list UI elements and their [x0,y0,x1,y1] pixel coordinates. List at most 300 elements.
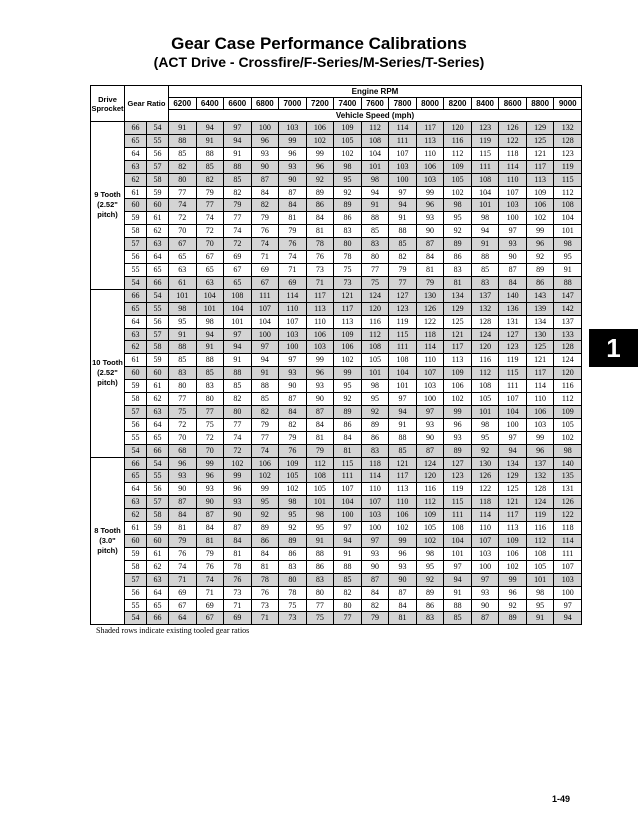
speed-cell: 76 [224,573,252,586]
speed-cell: 123 [471,122,499,135]
speed-cell: 121 [444,328,472,341]
gear-ratio-cell: 65 [125,470,147,483]
speed-cell: 63 [169,263,197,276]
speed-cell: 126 [554,496,582,509]
speed-cell: 90 [279,173,307,186]
speed-cell: 93 [169,470,197,483]
speed-cell: 81 [224,547,252,560]
speed-cell: 91 [389,212,417,225]
speed-cell: 92 [251,509,279,522]
table-row [91,483,582,496]
speed-cell: 99 [251,483,279,496]
gear-ratio-cell: 58 [125,393,147,406]
speed-cell: 93 [444,431,472,444]
speed-cell: 94 [361,186,389,199]
gear-ratio-cell: 65 [147,599,169,612]
rpm-header-cell: 7200 [306,98,334,110]
speed-cell: 79 [279,431,307,444]
speed-cell: 83 [471,276,499,289]
rpm-header-cell: 6200 [169,98,197,110]
speed-cell: 121 [334,289,362,302]
speed-cell: 82 [251,199,279,212]
gear-ratio-cell: 61 [125,354,147,367]
speed-cell: 90 [196,496,224,509]
rpm-header-cell: 7000 [279,98,307,110]
gear-ratio-cell: 60 [125,367,147,380]
speed-cell: 86 [526,276,554,289]
speed-cell: 106 [444,380,472,393]
speed-cell: 134 [444,289,472,302]
speed-cell: 85 [251,393,279,406]
speed-cell: 108 [471,380,499,393]
speed-cell: 95 [526,599,554,612]
table-row [91,186,582,199]
speed-cell: 87 [471,612,499,625]
speed-cell: 88 [196,147,224,160]
table-row [91,522,582,535]
speed-cell: 81 [169,522,197,535]
speed-cell: 83 [361,444,389,457]
speed-cell: 105 [471,393,499,406]
gear-ratio-cell: 55 [125,431,147,444]
speed-cell: 117 [499,509,527,522]
speed-cell: 107 [279,315,307,328]
speed-cell: 98 [196,315,224,328]
speed-cell: 74 [196,212,224,225]
calibration-table [90,85,582,625]
speed-cell: 114 [279,289,307,302]
speed-cell: 94 [334,535,362,548]
speed-cell: 90 [471,599,499,612]
speed-cell: 103 [279,328,307,341]
gear-ratio-cell: 66 [147,444,169,457]
speed-cell: 108 [444,522,472,535]
gear-ratio-cell: 66 [125,122,147,135]
speed-cell: 91 [251,367,279,380]
page-title: Gear Case Performance Calibrations [171,34,467,53]
speed-cell: 129 [526,122,554,135]
speed-cell: 86 [334,418,362,431]
speed-cell: 128 [471,315,499,328]
speed-cell: 107 [499,186,527,199]
gear-ratio-cell: 66 [125,289,147,302]
speed-cell: 113 [306,302,334,315]
speed-cell: 94 [224,341,252,354]
speed-cell: 85 [471,263,499,276]
gear-ratio-cell: 60 [147,199,169,212]
speed-cell: 107 [499,393,527,406]
speed-cell: 109 [279,457,307,470]
speed-cell: 99 [224,470,252,483]
speed-cell: 102 [334,147,362,160]
speed-cell: 69 [196,599,224,612]
speed-cell: 101 [526,573,554,586]
speed-cell: 81 [196,535,224,548]
speed-cell: 88 [334,560,362,573]
speed-cell: 88 [224,160,252,173]
table-row [91,147,582,160]
speed-cell: 103 [361,509,389,522]
speed-cell: 109 [444,367,472,380]
gear-ratio-cell: 61 [125,186,147,199]
speed-cell: 75 [169,405,197,418]
speed-cell: 67 [224,263,252,276]
speed-cell: 71 [306,276,334,289]
speed-cell: 130 [471,457,499,470]
speed-cell: 81 [251,560,279,573]
speed-cell: 79 [196,547,224,560]
table-row [91,199,582,212]
speed-cell: 132 [471,302,499,315]
speed-cell: 70 [196,238,224,251]
speed-cell: 94 [196,328,224,341]
speed-cell: 102 [416,535,444,548]
speed-cell: 110 [279,302,307,315]
speed-cell: 103 [389,160,417,173]
speed-cell: 78 [279,586,307,599]
speed-cell: 115 [499,367,527,380]
speed-cell: 126 [499,122,527,135]
speed-cell: 102 [224,457,252,470]
gear-ratio-cell: 54 [147,457,169,470]
speed-cell: 104 [361,147,389,160]
rpm-header-cell: 8600 [499,98,527,110]
gear-ratio-cell: 58 [147,509,169,522]
speed-cell: 119 [389,315,417,328]
table-row [91,599,582,612]
speed-cell: 109 [526,186,554,199]
speed-cell: 80 [169,173,197,186]
speed-cell: 98 [471,418,499,431]
speed-cell: 112 [361,122,389,135]
speed-cell: 117 [526,367,554,380]
gear-ratio-cell: 62 [147,560,169,573]
gear-ratio-cell: 61 [147,212,169,225]
speed-cell: 99 [526,225,554,238]
speed-cell: 125 [526,341,554,354]
speed-cell: 120 [554,367,582,380]
speed-cell: 127 [444,457,472,470]
gear-ratio-cell: 61 [125,522,147,535]
speed-cell: 98 [279,496,307,509]
gear-ratio-cell: 55 [125,263,147,276]
speed-cell: 124 [416,457,444,470]
speed-cell: 67 [251,276,279,289]
speed-cell: 104 [334,496,362,509]
table-row [91,547,582,560]
speed-cell: 74 [196,573,224,586]
gear-ratio-cell: 63 [147,238,169,251]
speed-cell: 120 [471,341,499,354]
speed-cell: 76 [279,238,307,251]
speed-cell: 124 [471,328,499,341]
speed-cell: 92 [416,573,444,586]
table-row [91,431,582,444]
speed-cell: 79 [251,212,279,225]
gear-ratio-cell: 59 [125,547,147,560]
speed-cell: 85 [169,354,197,367]
table-row [91,418,582,431]
table-row [91,354,582,367]
speed-cell: 96 [499,586,527,599]
speed-cell: 68 [169,444,197,457]
speed-cell: 87 [196,509,224,522]
speed-cell: 112 [444,147,472,160]
speed-cell: 72 [224,444,252,457]
speed-cell: 93 [361,547,389,560]
gear-ratio-cell: 57 [125,573,147,586]
speed-cell: 84 [389,599,417,612]
speed-cell: 98 [334,160,362,173]
gear-ratio-cell: 65 [125,302,147,315]
speed-cell: 108 [224,289,252,302]
speed-cell: 93 [279,367,307,380]
speed-cell: 99 [499,573,527,586]
speed-cell: 105 [526,560,554,573]
speed-cell: 137 [526,457,554,470]
speed-cell: 95 [334,173,362,186]
speed-cell: 90 [416,225,444,238]
speed-cell: 98 [444,199,472,212]
speed-cell: 87 [306,405,334,418]
speed-cell: 83 [306,573,334,586]
speed-cell: 119 [499,354,527,367]
speed-cell: 103 [526,418,554,431]
speed-cell: 105 [361,354,389,367]
table-row [91,496,582,509]
speed-cell: 84 [361,586,389,599]
speed-cell: 112 [416,496,444,509]
speed-cell: 91 [306,535,334,548]
speed-cell: 126 [471,470,499,483]
table-row [91,470,582,483]
speed-cell: 106 [526,199,554,212]
speed-cell: 114 [499,160,527,173]
speed-cell: 104 [251,315,279,328]
speed-cell: 86 [251,535,279,548]
speed-cell: 100 [554,586,582,599]
table-row [91,612,582,625]
speed-cell: 106 [306,328,334,341]
speed-cell: 117 [389,470,417,483]
speed-cell: 71 [224,599,252,612]
speed-cell: 83 [444,263,472,276]
speed-cell: 121 [389,457,417,470]
table-row [91,367,582,380]
speed-cell: 86 [444,251,472,264]
gear-ratio-cell: 63 [147,405,169,418]
speed-cell: 103 [416,380,444,393]
speed-cell: 101 [196,302,224,315]
speed-cell: 67 [169,599,197,612]
speed-cell: 99 [526,431,554,444]
speed-cell: 96 [416,199,444,212]
speed-cell: 73 [334,276,362,289]
speed-cell: 88 [169,341,197,354]
speed-cell: 82 [334,586,362,599]
speed-cell: 96 [444,418,472,431]
speed-cell: 99 [389,535,417,548]
speed-cell: 137 [554,315,582,328]
speed-cell: 108 [554,199,582,212]
speed-cell: 92 [471,444,499,457]
speed-cell: 83 [361,238,389,251]
rpm-header-cell: 8400 [471,98,499,110]
speed-cell: 112 [306,457,334,470]
speed-cell: 98 [471,212,499,225]
speed-cell: 75 [306,612,334,625]
speed-cell: 85 [361,225,389,238]
speed-cell: 85 [224,173,252,186]
gear-ratio-cell: 57 [125,405,147,418]
gear-ratio-cell: 58 [147,173,169,186]
speed-cell: 88 [196,354,224,367]
speed-cell: 67 [196,612,224,625]
speed-cell: 97 [499,225,527,238]
speed-cell: 86 [279,547,307,560]
gear-ratio-cell: 61 [147,380,169,393]
speed-cell: 106 [499,547,527,560]
speed-cell: 110 [416,147,444,160]
speed-cell: 77 [224,212,252,225]
speed-cell: 95 [334,380,362,393]
speed-cell: 85 [224,380,252,393]
speed-cell: 67 [196,251,224,264]
speed-cell: 99 [416,186,444,199]
speed-cell: 121 [526,147,554,160]
speed-cell: 70 [169,225,197,238]
gear-ratio-cell: 62 [147,393,169,406]
table-row [91,535,582,548]
speed-cell: 100 [499,418,527,431]
speed-cell: 120 [416,470,444,483]
speed-cell: 79 [224,199,252,212]
speed-cell: 94 [389,199,417,212]
speed-cell: 82 [196,173,224,186]
speed-cell: 103 [471,547,499,560]
speed-cell: 110 [416,354,444,367]
table-row [91,134,582,147]
speed-cell: 103 [499,199,527,212]
speed-cell: 74 [251,238,279,251]
speed-cell: 98 [169,302,197,315]
speed-cell: 84 [499,276,527,289]
speed-cell: 105 [279,470,307,483]
speed-cell: 74 [169,560,197,573]
speed-cell: 140 [554,457,582,470]
speed-cell: 110 [389,496,417,509]
speed-cell: 80 [361,251,389,264]
speed-cell: 89 [526,263,554,276]
speed-cell: 77 [361,263,389,276]
speed-cell: 109 [554,405,582,418]
speed-cell: 94 [224,134,252,147]
speed-cell: 94 [251,354,279,367]
speed-cell: 87 [389,586,417,599]
speed-cell: 73 [279,612,307,625]
speed-cell: 92 [334,393,362,406]
gear-ratio-cell: 56 [147,315,169,328]
speed-cell: 65 [196,263,224,276]
speed-cell: 94 [196,122,224,135]
speed-cell: 124 [526,496,554,509]
speed-cell: 122 [471,483,499,496]
speed-cell: 127 [389,289,417,302]
speed-cell: 92 [444,225,472,238]
gear-ratio-cell: 64 [125,483,147,496]
table-row [91,509,582,522]
speed-cell: 70 [196,444,224,457]
speed-cell: 111 [471,160,499,173]
speed-cell: 128 [554,134,582,147]
speed-cell: 90 [499,251,527,264]
speed-cell: 88 [389,431,417,444]
speed-cell: 115 [554,173,582,186]
gear-ratio-cell: 55 [147,302,169,315]
speed-cell: 77 [196,405,224,418]
gear-ratio-cell: 58 [125,225,147,238]
speed-cell: 82 [361,599,389,612]
speed-cell: 117 [334,302,362,315]
speed-cell: 110 [306,315,334,328]
speed-cell: 85 [169,147,197,160]
speed-cell: 129 [444,302,472,315]
speed-cell: 88 [361,212,389,225]
table-row [91,315,582,328]
speed-cell: 111 [389,341,417,354]
speed-cell: 72 [224,238,252,251]
speed-cell: 95 [471,431,499,444]
speed-cell: 81 [444,276,472,289]
speed-cell: 103 [554,573,582,586]
sprocket-cell: 8 Tooth (3.0" pitch) [91,457,125,625]
table-row [91,341,582,354]
speed-cell: 127 [499,328,527,341]
speed-cell: 79 [306,444,334,457]
speed-cell: 91 [169,122,197,135]
speed-cell: 116 [416,483,444,496]
speed-cell: 87 [416,238,444,251]
gear-ratio-cell: 64 [147,586,169,599]
speed-cell: 122 [416,315,444,328]
speed-cell: 103 [279,122,307,135]
speed-cell: 113 [526,173,554,186]
speed-cell: 87 [361,573,389,586]
gear-ratio-cell: 57 [147,160,169,173]
speed-cell: 101 [471,405,499,418]
speed-cell: 77 [306,599,334,612]
speed-cell: 96 [224,483,252,496]
speed-cell: 89 [361,418,389,431]
speed-cell: 84 [251,547,279,560]
speed-cell: 77 [196,199,224,212]
speed-cell: 65 [224,276,252,289]
speed-cell: 102 [389,522,417,535]
speed-cell: 75 [361,276,389,289]
table-row [91,251,582,264]
speed-cell: 109 [334,328,362,341]
gear-ratio-cell: 59 [125,380,147,393]
gear-ratio-cell: 54 [147,122,169,135]
speed-cell: 111 [499,380,527,393]
speed-cell: 81 [334,444,362,457]
speed-cell: 73 [224,586,252,599]
speed-cell: 64 [169,612,197,625]
speed-cell: 85 [389,444,417,457]
speed-cell: 74 [251,444,279,457]
table-row [91,405,582,418]
speed-cell: 89 [334,199,362,212]
